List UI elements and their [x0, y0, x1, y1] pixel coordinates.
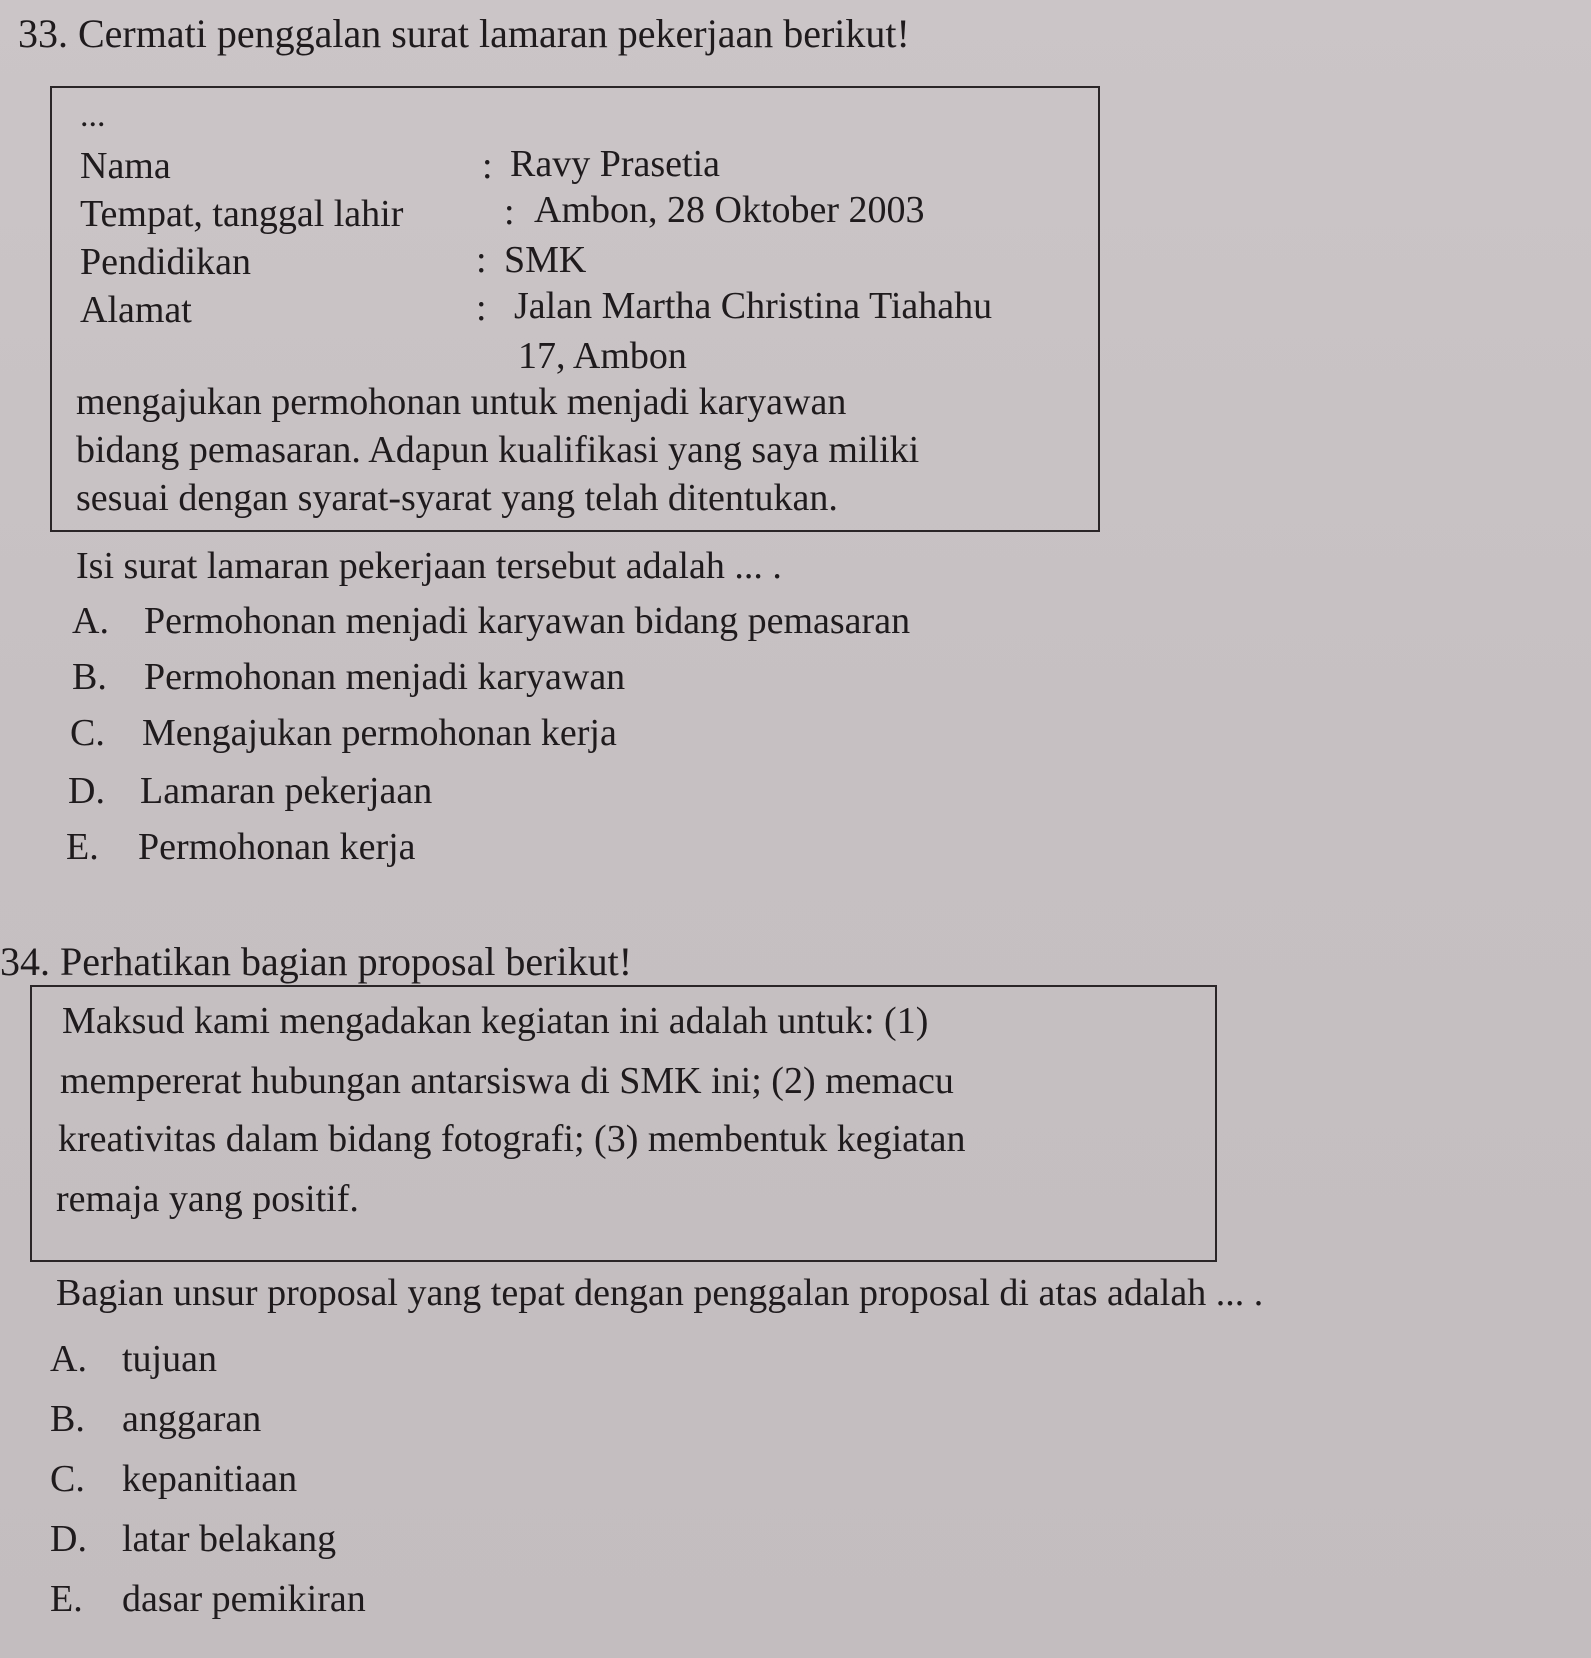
- option-text: Permohonan menjadi karyawan: [144, 656, 626, 698]
- option-letter: A.: [50, 1338, 87, 1380]
- field-sep-ttl: :: [504, 191, 515, 233]
- proposal-line-2: mempererat hubungan antarsiswa di SMK ini; (2) memacu: [60, 1060, 954, 1102]
- question-34-title: 34. Perhatikan bagian proposal berikut!: [0, 939, 633, 984]
- option-letter: E.: [66, 826, 99, 868]
- letter-body-line-2: bidang pemasaran. Adapun kualifikasi yang saya miliki: [76, 429, 920, 471]
- question-34-stem: Bagian unsur proposal yang tepat dengan penggalan proposal di atas adalah ... .: [56, 1272, 1264, 1314]
- option-text: Lamaran pekerjaan: [140, 770, 433, 812]
- option-text: dasar pemikiran: [122, 1578, 366, 1620]
- field-label-nama: Nama: [80, 145, 171, 187]
- letter-body-line-1: mengajukan permohonan untuk menjadi karyawan: [76, 381, 847, 423]
- option-letter: D.: [50, 1518, 87, 1560]
- option-letter: C.: [50, 1458, 85, 1500]
- field-sep-nama: :: [482, 145, 493, 187]
- field-label-alamat: Alamat: [80, 289, 192, 331]
- option-text: tujuan: [122, 1338, 217, 1380]
- q33-option-d[interactable]: [68, 768, 432, 814]
- letter-body-line-3: sesuai dengan syarat-syarat yang telah ditentukan.: [76, 477, 838, 519]
- question-33-stem: Isi surat lamaran pekerjaan tersebut adalah ... .: [76, 545, 782, 587]
- field-label-ttl: Tempat, tanggal lahir: [80, 193, 404, 235]
- q34-option-d[interactable]: [50, 1516, 336, 1562]
- q33-option-a[interactable]: [72, 598, 910, 644]
- application-letter-excerpt: [50, 86, 1100, 532]
- proposal-line-4: remaja yang positif.: [56, 1178, 359, 1220]
- field-sep-pendidikan: :: [476, 239, 487, 281]
- field-value-alamat: Jalan Martha Christina Tiahahu: [514, 285, 993, 327]
- question-33-title: 33. Cermati penggalan surat lamaran pekerjaan berikut!: [18, 11, 910, 56]
- proposal-line-1: Maksud kami mengadakan kegiatan ini adalah untuk: (1): [62, 1000, 929, 1042]
- option-letter: E.: [50, 1578, 83, 1620]
- q33-option-e[interactable]: [66, 824, 416, 870]
- option-text: Mengajukan permohonan kerja: [142, 712, 617, 754]
- option-letter: A.: [72, 600, 109, 642]
- option-text: Permohonan menjadi karyawan bidang pemasaran: [144, 600, 911, 642]
- q33-option-c[interactable]: [70, 710, 617, 756]
- field-value-ttl: Ambon, 28 Oktober 2003: [534, 189, 925, 231]
- excerpt-ellipsis: ...: [80, 97, 106, 134]
- q34-option-a[interactable]: [50, 1336, 217, 1382]
- option-letter: C.: [70, 712, 105, 754]
- field-value-pendidikan: SMK: [504, 239, 587, 281]
- q34-option-b[interactable]: [50, 1396, 261, 1442]
- option-letter: B.: [72, 656, 107, 698]
- option-text: latar belakang: [122, 1518, 337, 1560]
- option-text: Permohonan kerja: [138, 826, 416, 868]
- field-value-alamat-cont: 17, Ambon: [518, 335, 687, 377]
- option-text: anggaran: [122, 1398, 262, 1440]
- q33-option-b[interactable]: [72, 654, 625, 700]
- field-label-pendidikan: Pendidikan: [80, 241, 251, 283]
- field-value-nama: Ravy Prasetia: [510, 143, 721, 185]
- proposal-excerpt: [30, 985, 1217, 1262]
- q34-option-e[interactable]: [50, 1576, 366, 1622]
- q34-option-c[interactable]: [50, 1456, 297, 1502]
- option-letter: B.: [50, 1398, 85, 1440]
- option-letter: D.: [68, 770, 105, 812]
- proposal-line-3: kreativitas dalam bidang fotografi; (3) membentuk kegiatan: [58, 1118, 966, 1160]
- option-text: kepanitiaan: [122, 1458, 298, 1500]
- field-sep-alamat: :: [476, 287, 487, 329]
